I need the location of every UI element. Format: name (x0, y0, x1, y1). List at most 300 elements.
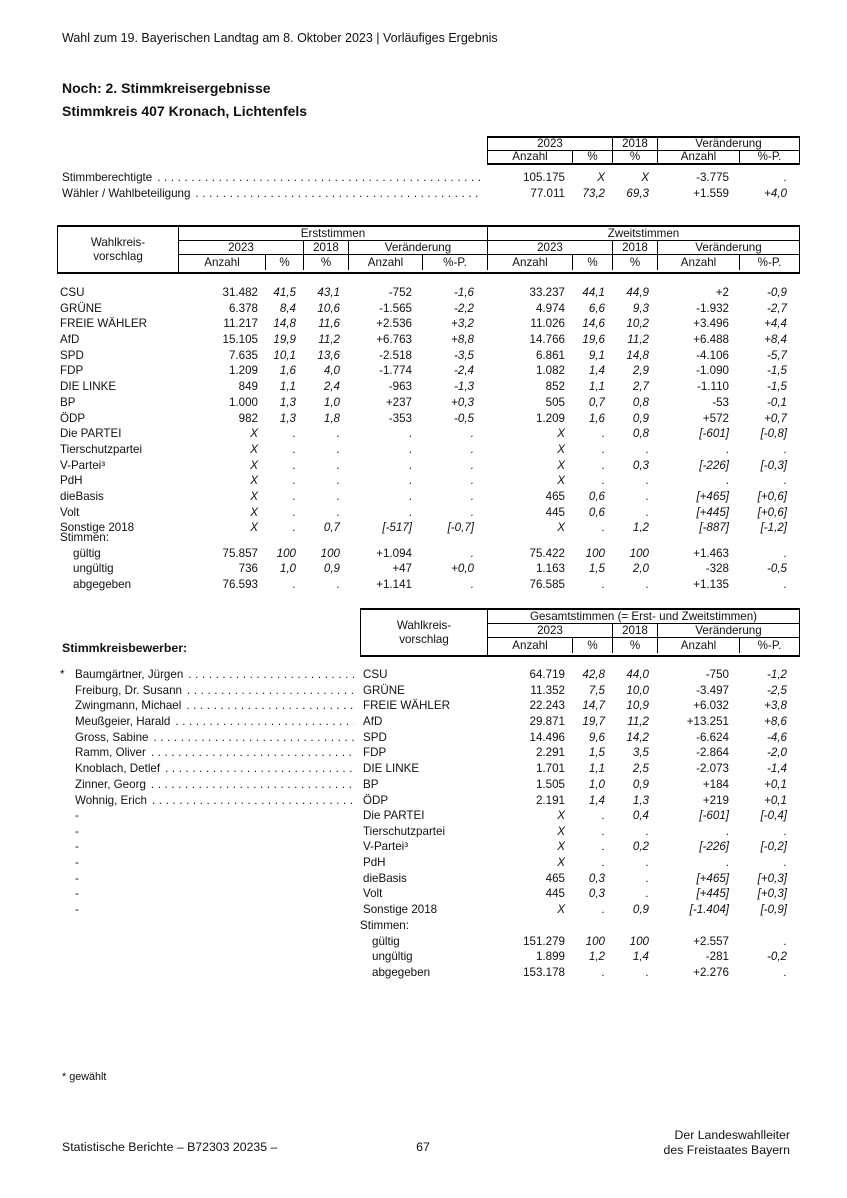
zweit-anzahl-2023: X (557, 474, 565, 488)
col-2018: 2018 (613, 241, 658, 254)
candidate-name: Gross, Sabine (75, 730, 149, 744)
zweit-change-pctp: +4,4 (764, 317, 787, 331)
erst-pct-2023: . (292, 521, 296, 535)
gesamt-change-anzahl: -281 (705, 950, 729, 964)
zweit-change-pctp: -0,5 (767, 562, 787, 576)
footer-publisher (560, 1128, 790, 1158)
zweit-anzahl-2023: X (557, 521, 565, 535)
candidate-party: Tierschutzpartei (363, 824, 446, 838)
votes-table-header (57, 225, 800, 274)
col-veraenderung: Veränderung (349, 241, 488, 254)
candidate-name: Zinner, Georg (75, 777, 146, 791)
candidate-party: GRÜNE (363, 683, 405, 697)
erst-pct-2023: 8,4 (279, 301, 296, 315)
gesamt-change-pctp: [+0,3] (757, 887, 787, 901)
gesamt-change-pctp: . (783, 824, 787, 838)
dotted-leader (186, 698, 354, 714)
zweit-anzahl-2023: 4.974 (535, 301, 565, 315)
elected-marker (57, 730, 75, 746)
zweit-pct-2018: . (645, 474, 649, 488)
gesamt-pct-2023: . (601, 966, 605, 980)
erst-pct-2018: . (336, 442, 340, 456)
zweit-pct-2023: . (601, 521, 605, 535)
party-row (57, 301, 800, 317)
col-pct-p: %-P. (757, 256, 782, 269)
erst-pct-2023: . (292, 578, 296, 592)
zweit-pct-2018: 14,8 (626, 348, 649, 362)
erst-pct-2023: . (292, 474, 296, 488)
erst-pct-2018: 43,1 (317, 286, 340, 299)
stimmen-row-label: abgegeben (372, 966, 431, 980)
placeholder-row (57, 839, 800, 855)
col-2018: 2018 (613, 138, 658, 150)
zweit-change-pctp: . (783, 474, 787, 488)
gesamt-change-anzahl: -750 (705, 668, 729, 681)
cell-pct-2018: X (641, 171, 649, 184)
candidate-name: Freiburg, Dr. Susann (75, 683, 182, 697)
page-title (62, 77, 307, 123)
gesamt-anzahl-2023: X (557, 824, 565, 838)
elected-marker: * (60, 668, 65, 681)
candidate-row (57, 745, 800, 761)
group-erststimmen: Erststimmen (179, 227, 488, 240)
party-name: Tierschutzpartei (60, 442, 143, 456)
col-pct: % (573, 638, 613, 653)
candidate-party: Die PARTEI (363, 809, 425, 822)
gesamt-pct-2018: 44,0 (626, 668, 649, 681)
candidate-party: BP (363, 777, 379, 791)
erst-anzahl-2023: 75.857 (222, 546, 258, 560)
gesamt-pct-2023: . (601, 856, 605, 870)
summary-table-rows (62, 170, 800, 202)
erst-anzahl-2023: 11.217 (223, 317, 258, 331)
zweit-change-anzahl: . (725, 474, 729, 488)
zweit-anzahl-2023: 505 (545, 395, 565, 409)
corner-wahlkreisvorschlag (58, 227, 179, 272)
erst-change-pctp: . (470, 458, 474, 472)
cell-pct-2023: X (597, 171, 605, 184)
dotted-leader (152, 793, 354, 809)
zweit-change-anzahl: [-601] (699, 427, 729, 441)
gesamt-change-pctp: -4,6 (767, 730, 787, 744)
zweit-change-anzahl: -328 (705, 562, 729, 576)
label-text: Stimmberechtigte (62, 171, 153, 184)
erst-change-pctp: -0,5 (454, 411, 474, 425)
footer-page-number: 67 (416, 1140, 430, 1154)
zweit-change-pctp: [-0,3] (760, 458, 787, 472)
erst-pct-2018: 1,8 (323, 411, 340, 425)
erst-change-pctp: . (470, 474, 474, 488)
erst-pct-2018: . (336, 489, 340, 503)
candidate-row (57, 667, 800, 683)
zweit-pct-2018: 2,9 (632, 364, 649, 378)
stimmen-heading: Stimmen: (60, 531, 109, 544)
zweit-pct-2018: 11,2 (627, 333, 649, 347)
erst-pct-2023: 100 (276, 546, 296, 560)
gesamt-pct-2023: . (601, 809, 605, 822)
zweit-change-anzahl: +1.135 (693, 578, 729, 592)
erst-change-anzahl: +1.094 (376, 546, 412, 560)
section-label-stimmkreisbewerber: Stimmkreisbewerber: (62, 641, 188, 655)
stimmen-row (57, 546, 800, 562)
votes-table-rows (57, 285, 800, 536)
col-pct-p: %-P. (757, 150, 782, 163)
erst-change-pctp: +0,3 (451, 395, 474, 409)
erst-change-pctp: . (470, 427, 474, 441)
zweit-change-pctp: -1,5 (767, 364, 787, 378)
erst-pct-2023: 41,5 (273, 286, 296, 299)
elected-marker (57, 855, 75, 871)
candidate-name-cell (75, 793, 360, 809)
stimmen-heading-row (57, 918, 800, 934)
elected-marker (57, 698, 75, 714)
zweit-pct-2023: . (601, 427, 605, 441)
gesamt-pct-2023: 0,3 (588, 887, 605, 901)
gesamt-pct-2018: 3,5 (632, 746, 649, 760)
erst-pct-2023: . (292, 458, 296, 472)
placeholder-row (57, 871, 800, 887)
candidate-placeholder-rows (57, 808, 800, 918)
candidate-row (57, 698, 800, 714)
candidate-name-cell (75, 745, 360, 761)
erst-anzahl-2023: X (250, 489, 258, 503)
col-anzahl: Anzahl (488, 255, 573, 270)
gesamt-pct-2023: . (601, 903, 605, 917)
col-pct: % (266, 255, 304, 270)
party-name: Die PARTEI (60, 427, 122, 441)
gesamt-change-pctp: -1,2 (767, 668, 787, 681)
candidates-table-header (360, 608, 800, 657)
zweit-anzahl-2023: 6.861 (535, 348, 565, 362)
stimmen-row-label: ungültig (372, 950, 413, 964)
gesamt-anzahl-2023: 445 (545, 887, 565, 901)
erst-pct-2018: 11,6 (318, 317, 340, 331)
erst-anzahl-2023: 1.209 (228, 364, 258, 378)
corner-line-2: vorschlag (399, 632, 449, 646)
zweit-change-pctp: [+0,6] (757, 505, 787, 519)
party-name: FDP (60, 364, 84, 378)
col-pct-p: %-P. (423, 255, 488, 270)
placeholder-dash: - (75, 840, 79, 854)
stimmen-heading: Stimmen: (360, 919, 409, 932)
zweit-change-anzahl: [+465] (696, 489, 729, 503)
party-row (57, 285, 800, 301)
zweit-pct-2023: 1,5 (588, 562, 605, 576)
zweit-anzahl-2023: 1.082 (535, 364, 565, 378)
zweit-pct-2023: . (601, 474, 605, 488)
placeholder-row (57, 855, 800, 871)
stimmen-row-label: gültig (73, 546, 101, 560)
zweit-pct-2018: 0,8 (632, 427, 649, 441)
candidates-stimmen-rows (57, 934, 800, 981)
zweit-change-pctp: -2,7 (767, 301, 787, 315)
erst-change-anzahl: [-517] (382, 521, 412, 535)
erst-change-pctp: . (470, 578, 474, 592)
erst-anzahl-2023: 1.000 (228, 395, 258, 409)
candidate-party: CSU (363, 668, 388, 681)
erst-change-pctp: -1,6 (454, 286, 474, 299)
gesamt-pct-2023: 1,1 (588, 762, 605, 776)
zweit-anzahl-2023: X (557, 442, 565, 456)
zweit-pct-2018: 0,8 (632, 395, 649, 409)
col-2023: 2023 (179, 241, 304, 254)
zweit-pct-2023: 6,6 (588, 301, 605, 315)
erst-pct-2023: . (292, 505, 296, 519)
title-line-1: Noch: 2. Stimmkreisergebnisse (62, 80, 271, 96)
erst-pct-2023: 10,1 (273, 348, 296, 362)
gesamt-pct-2018: 11,2 (627, 715, 649, 729)
zweit-change-anzahl: +6.488 (693, 333, 729, 347)
zweit-change-pctp: +8,4 (764, 333, 787, 347)
zweit-pct-2023: . (601, 458, 605, 472)
party-row (57, 316, 800, 332)
placeholder-row (57, 902, 800, 918)
col-2023: 2023 (488, 241, 613, 254)
party-row (57, 489, 800, 505)
elected-marker (57, 886, 75, 902)
col-pct: % (573, 151, 613, 164)
col-pct: % (304, 255, 349, 270)
gesamt-change-pctp: [+0,3] (757, 871, 787, 885)
gesamt-change-anzahl: +13.251 (686, 715, 729, 729)
gesamt-pct-2018: 100 (629, 934, 649, 948)
erst-change-anzahl: -2.518 (379, 348, 412, 362)
col-2023: 2023 (488, 624, 613, 637)
gesamt-change-pctp: . (783, 856, 787, 870)
erst-pct-2018: 4,0 (323, 364, 340, 378)
gesamt-pct-2018: 0,4 (632, 809, 649, 822)
corner-line-1: Wahlkreis- (90, 235, 146, 249)
zweit-pct-2018: 44,9 (626, 286, 649, 299)
party-name: DIE LINKE (60, 380, 117, 394)
gesamt-anzahl-2023: X (557, 856, 565, 870)
zweit-pct-2018: . (645, 489, 649, 503)
candidate-party: dieBasis (363, 871, 407, 885)
zweit-pct-2023: 0,6 (588, 505, 605, 519)
zweit-anzahl-2023: 11.026 (530, 317, 565, 331)
placeholder-row (57, 824, 800, 840)
zweit-change-pctp: -1,5 (767, 380, 787, 394)
candidate-party: FDP (363, 746, 387, 760)
gesamt-anzahl-2023: 1.505 (535, 777, 565, 791)
gesamt-pct-2018: . (645, 824, 649, 838)
cell-change-pctp: +4,0 (764, 187, 787, 200)
gesamt-pct-2023: 1,5 (588, 746, 605, 760)
placeholder-dash: - (75, 887, 79, 901)
candidate-name-cell (75, 683, 360, 699)
erst-change-pctp: +3,2 (451, 317, 474, 331)
stimmen-row (57, 934, 800, 950)
erst-anzahl-2023: 982 (238, 411, 258, 425)
erst-pct-2018: . (336, 578, 340, 592)
col-pct-p: %-P. (757, 639, 782, 652)
erst-pct-2023: 1,3 (279, 411, 296, 425)
candidate-row (57, 793, 800, 809)
zweit-anzahl-2023: X (557, 427, 565, 441)
zweit-change-pctp: +0,7 (764, 411, 787, 425)
zweit-change-anzahl: -1.932 (696, 301, 729, 315)
erst-pct-2023: 1,3 (279, 395, 296, 409)
zweit-change-anzahl: [-226] (699, 458, 729, 472)
party-row (57, 426, 800, 442)
erst-pct-2018: . (336, 474, 340, 488)
candidate-party: FREIE WÄHLER (363, 699, 450, 713)
summary-table-header (487, 136, 800, 165)
candidate-name-cell (75, 667, 360, 683)
gesamt-pct-2023: 100 (585, 934, 605, 948)
gesamt-change-pctp: -2,5 (767, 683, 787, 697)
zweit-pct-2023: 14,6 (582, 317, 605, 331)
gesamt-change-anzahl: +2.557 (693, 934, 729, 948)
dotted-leader (151, 777, 354, 793)
erst-pct-2018: . (336, 505, 340, 519)
gesamt-anzahl-2023: 153.178 (523, 966, 565, 980)
col-pct: % (573, 255, 613, 270)
col-veraenderung: Veränderung (695, 241, 762, 254)
placeholder-dash: - (75, 809, 79, 822)
erst-change-anzahl: +2.536 (376, 317, 412, 331)
candidate-row (57, 730, 800, 746)
gesamt-change-pctp: . (783, 966, 787, 980)
gesamt-pct-2023: 7,5 (588, 683, 605, 697)
candidate-party: PdH (363, 856, 386, 870)
zweit-change-pctp: . (783, 578, 787, 592)
gesamt-change-anzahl: [+445] (696, 887, 729, 901)
erst-pct-2018: 1,0 (323, 395, 340, 409)
gesamt-anzahl-2023: 1.701 (535, 762, 565, 776)
cell-change-pctp: . (783, 171, 787, 184)
gesamt-anzahl-2023: 1.899 (535, 950, 565, 964)
party-name: BP (60, 395, 76, 409)
zweit-change-anzahl: . (725, 442, 729, 456)
stimmen-row (57, 965, 800, 981)
erst-anzahl-2023: X (250, 427, 258, 441)
placeholder-dash: - (75, 824, 79, 838)
erst-change-anzahl: . (408, 458, 412, 472)
footnote-gewaehlt: * gewählt (62, 1071, 107, 1083)
erst-pct-2018: 2,4 (323, 380, 340, 394)
zweit-anzahl-2023: 852 (545, 380, 565, 394)
zweit-pct-2023: 1,4 (588, 364, 605, 378)
footer-series: Statistische Berichte – B72303 20235 – (62, 1140, 278, 1154)
gesamt-pct-2018: . (645, 966, 649, 980)
summary-row-label (62, 186, 487, 202)
candidate-rows (57, 667, 800, 808)
erst-pct-2023: 14,8 (273, 317, 296, 331)
erst-anzahl-2023: X (250, 474, 258, 488)
erst-change-pctp: . (470, 546, 474, 560)
zweit-pct-2018: 0,3 (632, 458, 649, 472)
party-name: Volt (60, 505, 80, 519)
erst-pct-2018: 10,6 (317, 301, 340, 315)
candidate-party: SPD (363, 730, 387, 744)
erst-change-anzahl: -1.565 (379, 301, 412, 315)
zweit-pct-2018: 9,3 (632, 301, 649, 315)
summary-row-label (62, 170, 487, 186)
zweit-pct-2018: 2,7 (632, 380, 649, 394)
gesamt-anzahl-2023: X (557, 903, 565, 917)
corner-line-1: Wahlkreis- (396, 618, 452, 632)
dotted-leader (157, 170, 481, 186)
zweit-pct-2018: 0,9 (632, 411, 649, 425)
elected-marker (57, 839, 75, 855)
gesamt-pct-2023: . (601, 824, 605, 838)
gesamt-pct-2018: 14,2 (626, 730, 649, 744)
gesamt-change-pctp: +0,1 (764, 793, 787, 807)
erst-pct-2023: 1,6 (279, 364, 296, 378)
dotted-leader (188, 667, 354, 683)
zweit-pct-2018: 1,2 (632, 521, 649, 535)
candidate-party: DIE LINKE (363, 762, 420, 776)
party-name: dieBasis (60, 489, 104, 503)
erst-change-pctp: . (470, 505, 474, 519)
col-pct: % (613, 151, 658, 164)
gesamt-pct-2018: . (645, 871, 649, 885)
gesamt-anzahl-2023: 29.871 (529, 715, 565, 729)
candidate-party: V-Partei³ (363, 840, 409, 854)
zweit-change-pctp: -0,1 (767, 395, 787, 409)
candidate-name-cell (75, 698, 360, 714)
col-2023: 2023 (488, 138, 613, 150)
gesamt-change-pctp: -2,0 (767, 746, 787, 760)
zweit-change-anzahl: +1.463 (693, 546, 729, 560)
candidate-row (57, 714, 800, 730)
party-row (57, 505, 800, 521)
col-anzahl: Anzahl (349, 255, 423, 270)
gesamt-change-pctp: [-0,2] (760, 840, 787, 854)
elected-marker (57, 683, 75, 699)
stimmen-row (57, 577, 800, 593)
candidate-name-cell (75, 761, 360, 777)
zweit-anzahl-2023: 445 (545, 505, 565, 519)
erst-anzahl-2023: 76.593 (222, 578, 258, 592)
erst-change-anzahl: -752 (388, 286, 412, 299)
party-name: CSU (60, 286, 85, 299)
gesamt-change-anzahl: -2.073 (696, 762, 729, 776)
zweit-anzahl-2023: 14.766 (529, 333, 565, 347)
elected-marker (57, 777, 75, 793)
zweit-pct-2018: . (645, 505, 649, 519)
summary-row (62, 170, 800, 186)
zweit-pct-2023: . (601, 442, 605, 456)
party-name: PdH (60, 474, 83, 488)
gesamt-change-anzahl: -2.864 (696, 746, 729, 760)
placeholder-row (57, 808, 800, 824)
corner-wahlkreisvorschlag (361, 610, 488, 655)
elected-marker (57, 714, 75, 730)
gesamt-change-anzahl: [-1.404] (689, 903, 729, 917)
cell-change-anzahl: +1.559 (693, 187, 729, 200)
zweit-anzahl-2023: X (557, 458, 565, 472)
gesamt-change-anzahl: . (725, 856, 729, 870)
stimmen-row-label: gültig (372, 934, 400, 948)
erst-pct-2018: 100 (320, 546, 340, 560)
erst-pct-2018: 11,2 (318, 333, 340, 347)
gesamt-anzahl-2023: 151.279 (523, 934, 565, 948)
candidate-name-cell (75, 714, 360, 730)
erst-pct-2018: . (336, 458, 340, 472)
erst-change-anzahl: . (408, 505, 412, 519)
zweit-change-pctp: . (783, 546, 787, 560)
col-anzahl: Anzahl (658, 255, 740, 270)
gesamt-change-anzahl: [-226] (699, 840, 729, 854)
party-name: GRÜNE (60, 301, 102, 315)
gesamt-change-pctp: +3,8 (764, 699, 787, 713)
erst-pct-2023: . (292, 427, 296, 441)
erst-pct-2018: 13,6 (317, 348, 340, 362)
erst-change-anzahl: -1.774 (379, 364, 412, 378)
zweit-change-pctp: [-0,8] (760, 427, 787, 441)
